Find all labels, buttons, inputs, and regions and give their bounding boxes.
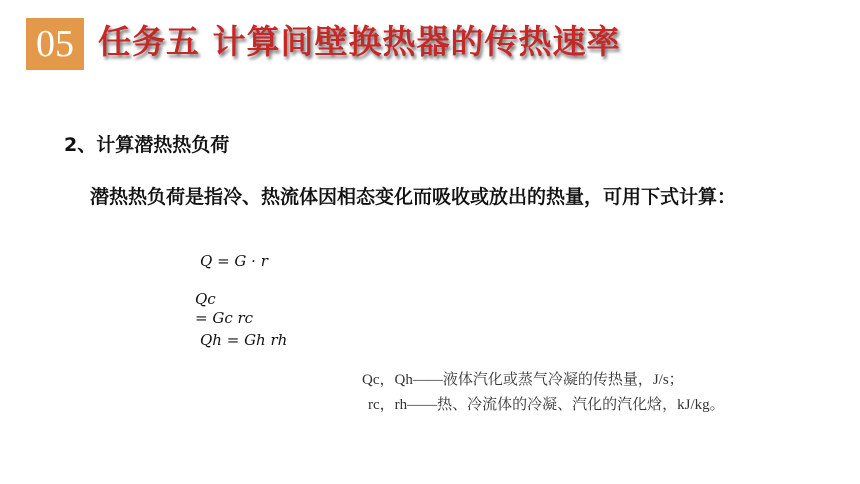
equation-cold-lhs: Qc [195, 290, 216, 308]
equation-latent-heat: Q = G · r [200, 252, 268, 270]
section-number-badge [26, 18, 84, 70]
symbol-note-heat: Qc，Qh——液体汽化或蒸气冷凝的传热量，J/s； [362, 372, 684, 388]
equation-cold-rhs: = Gc rc [195, 309, 254, 327]
section-heading: 2、计算潜热热负荷 [64, 134, 230, 156]
equation-hot: Qh = Gh rh [200, 331, 288, 349]
page-title: 任务五 计算间壁换热器的传热速率 [98, 22, 621, 61]
section-number: 05 [36, 23, 74, 65]
body-paragraph: 潜热热负荷是指冷、热流体因相态变化而吸收或放出的热量，可用下式计算： [90, 186, 737, 208]
symbol-note-enthalpy: rc，rh——热、冷流体的冷凝、汽化的汽化焓，kJ/kg。 [368, 397, 725, 413]
